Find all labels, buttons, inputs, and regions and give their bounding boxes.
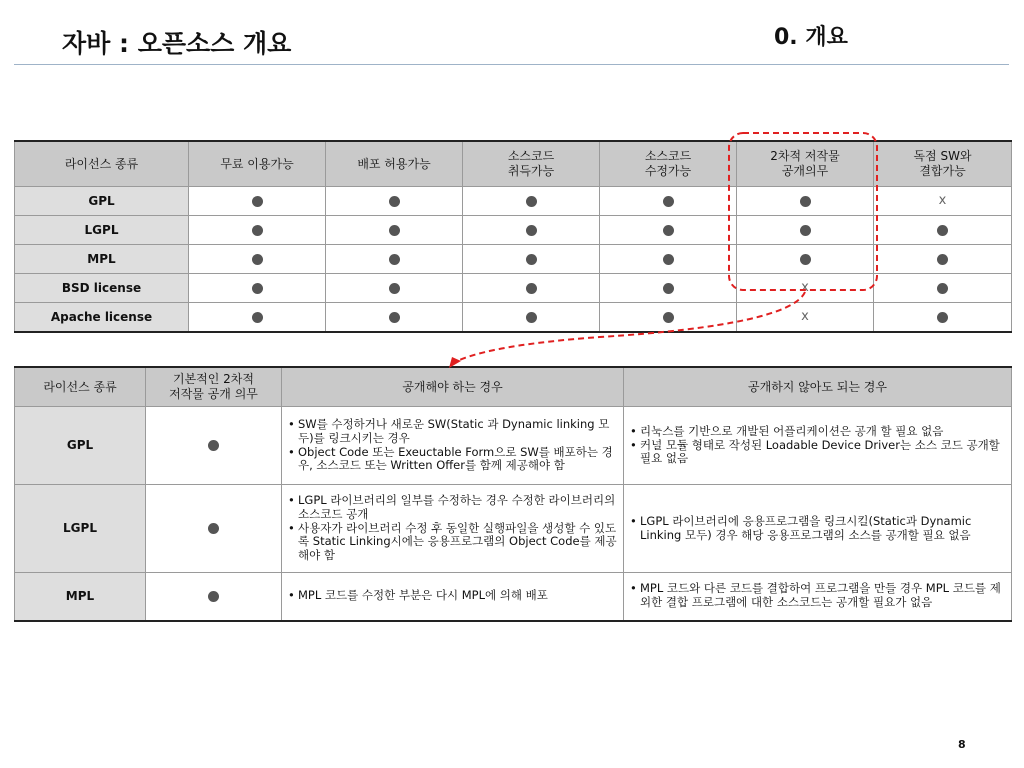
table-row <box>15 245 1012 274</box>
table-cell <box>874 274 1012 303</box>
need-not-disclose-cell <box>624 407 1012 485</box>
bullet-item <box>630 425 1005 439</box>
table-cell <box>737 245 874 274</box>
filled-dot-icon <box>389 196 400 207</box>
filled-dot-icon <box>208 440 219 451</box>
table-cell <box>189 216 326 245</box>
filled-dot-icon <box>208 591 219 602</box>
table-cell <box>146 407 282 485</box>
table-row <box>15 485 1012 573</box>
table-cell <box>326 303 463 333</box>
bullet-text: 커널 모듈 형태로 작성된 Loadable Device Driver는 소스 코드 공개할 필요 없음 <box>640 437 1000 466</box>
must-disclose-cell <box>282 485 624 573</box>
column-header: 라이선스 종류 <box>15 141 189 187</box>
column-header: 소스코드 수정가능 <box>600 141 737 187</box>
table-cell <box>737 216 874 245</box>
column-header: 독점 SW와 결합가능 <box>874 141 1012 187</box>
bullet-item <box>288 446 617 474</box>
bullet-text: Object Code 또는 Exeuctable Form으로 SW를 배포하는 경우, 소스코드 또는 Written Offer를 함께 제공해야 함 <box>298 444 613 473</box>
column-header: 라이선스 종류 <box>15 367 146 407</box>
bullet-item <box>630 582 1005 610</box>
title-divider <box>14 64 1009 65</box>
bullet-icon: • <box>288 416 295 431</box>
table-cell <box>189 187 326 216</box>
table-cell <box>326 245 463 274</box>
bullet-text: 리눅스를 기반으로 개발된 어플리케이션은 공개 할 필요 없음 <box>640 423 944 438</box>
filled-dot-icon <box>252 283 263 294</box>
filled-dot-icon <box>663 254 674 265</box>
filled-dot-icon <box>252 196 263 207</box>
bullet-item <box>630 439 1005 467</box>
bullet-icon: • <box>288 588 295 603</box>
table-cell <box>874 245 1012 274</box>
need-not-disclose-cell <box>624 573 1012 621</box>
table-header-row <box>15 367 1012 407</box>
bullet-icon: • <box>288 444 295 459</box>
filled-dot-icon <box>389 254 400 265</box>
column-header: 배포 허용가능 <box>326 141 463 187</box>
table-cell <box>600 274 737 303</box>
table-row <box>15 216 1012 245</box>
table-cell <box>874 303 1012 333</box>
column-header: 소스코드 취득가능 <box>463 141 600 187</box>
filled-dot-icon <box>526 254 537 265</box>
slide-title: 자바 : 오픈소스 개요 <box>62 29 292 58</box>
disclosure-obligation-table <box>14 366 1012 622</box>
table-cell <box>146 485 282 573</box>
column-header: 기본적인 2차적 저작물 공개 의무 <box>146 367 282 407</box>
filled-dot-icon <box>252 225 263 236</box>
table-cell <box>463 274 600 303</box>
license-comparison-table <box>14 140 1012 333</box>
bullet-item <box>630 515 1005 543</box>
filled-dot-icon <box>208 523 219 534</box>
table-row <box>15 274 1012 303</box>
table-cell <box>600 216 737 245</box>
bullet-text: MPL 코드와 다른 코드를 결합하여 프로그램을 만들 경우 MPL 코드를 제외한 결합 프로그램에 대한 소스코드는 공개할 필요가 없음 <box>640 581 1001 610</box>
license-name: LGPL <box>15 216 189 245</box>
filled-dot-icon <box>800 196 811 207</box>
bullet-icon: • <box>630 437 637 452</box>
table-cell <box>463 303 600 333</box>
table-cell <box>463 187 600 216</box>
table-cell <box>874 216 1012 245</box>
filled-dot-icon <box>663 283 674 294</box>
bullet-icon: • <box>630 513 637 528</box>
bullet-text: SW를 수정하거나 새로운 SW(Static 과 Dynamic linking 모두)를 링크시키는 경우 <box>298 416 610 445</box>
table-cell <box>326 216 463 245</box>
filled-dot-icon <box>526 225 537 236</box>
license-name: LGPL <box>15 485 146 573</box>
table-cell <box>189 245 326 274</box>
bullet-icon: • <box>630 423 637 438</box>
table-cell <box>463 216 600 245</box>
filled-dot-icon <box>526 196 537 207</box>
filled-dot-icon <box>389 225 400 236</box>
filled-dot-icon <box>663 312 674 323</box>
filled-dot-icon <box>389 312 400 323</box>
license-name: GPL <box>15 407 146 485</box>
must-disclose-cell <box>282 573 624 621</box>
table-cell <box>874 187 1012 216</box>
table-header-row <box>15 141 1012 187</box>
table-cell <box>600 187 737 216</box>
bullet-item <box>288 418 617 446</box>
table-row <box>15 573 1012 621</box>
license-name: Apache license <box>15 303 189 333</box>
table-cell <box>326 274 463 303</box>
bullet-text: LGPL 라이브러리에 응용프로그램을 링크시킬(Static과 Dynamic Linking 모두) 경우 해당 응용프로그램의 소스를 공개할 필요 없음 <box>640 513 972 542</box>
table-cell <box>737 274 874 303</box>
table-row <box>15 303 1012 333</box>
license-name: MPL <box>15 573 146 621</box>
table-cell <box>600 245 737 274</box>
filled-dot-icon <box>937 283 948 294</box>
bullet-text: LGPL 라이브러리의 일부를 수정하는 경우 수정한 라이브러리의 소스코드 공개 <box>298 493 616 521</box>
filled-dot-icon <box>800 225 811 236</box>
bullet-text: 사용자가 라이브러리 수정 후 동일한 실행파일을 생성할 수 있도록 Static Linking시에는 응용프로그램의 Object Code를 제공해야 함 <box>298 520 617 563</box>
column-header: 2차적 저작물 공개의무 <box>737 141 874 187</box>
table-cell <box>737 303 874 333</box>
section-title: 0. 개요 <box>774 25 848 50</box>
x-mark: x <box>938 192 947 208</box>
bullet-icon: • <box>288 520 295 535</box>
filled-dot-icon <box>937 312 948 323</box>
filled-dot-icon <box>526 312 537 323</box>
filled-dot-icon <box>252 312 263 323</box>
bullet-item <box>288 494 617 522</box>
bullet-item <box>288 522 617 563</box>
must-disclose-cell <box>282 407 624 485</box>
table-cell <box>146 573 282 621</box>
page-number: 8 <box>958 738 966 751</box>
column-header: 공개하지 않아도 되는 경우 <box>624 367 1012 407</box>
bullet-item <box>288 589 617 603</box>
column-header: 무료 이용가능 <box>189 141 326 187</box>
table-cell <box>326 187 463 216</box>
table-cell <box>189 274 326 303</box>
table-cell <box>463 245 600 274</box>
license-name: MPL <box>15 245 189 274</box>
filled-dot-icon <box>663 196 674 207</box>
table-row <box>15 407 1012 485</box>
need-not-disclose-cell <box>624 485 1012 573</box>
bullet-text: MPL 코드를 수정한 부분은 다시 MPL에 의해 배포 <box>298 588 548 603</box>
filled-dot-icon <box>800 254 811 265</box>
bullet-icon: • <box>288 493 295 507</box>
bullet-icon: • <box>630 581 637 596</box>
table-cell <box>600 303 737 333</box>
license-name: GPL <box>15 187 189 216</box>
x-mark: x <box>801 308 809 324</box>
filled-dot-icon <box>389 283 400 294</box>
table-row <box>15 187 1012 216</box>
column-header: 공개해야 하는 경우 <box>282 367 624 407</box>
license-name: BSD license <box>15 274 189 303</box>
filled-dot-icon <box>252 254 263 265</box>
x-mark: x <box>801 279 809 295</box>
filled-dot-icon <box>526 283 537 294</box>
filled-dot-icon <box>937 225 948 236</box>
filled-dot-icon <box>663 225 674 236</box>
table-cell <box>189 303 326 333</box>
table-cell <box>737 187 874 216</box>
filled-dot-icon <box>937 254 948 265</box>
